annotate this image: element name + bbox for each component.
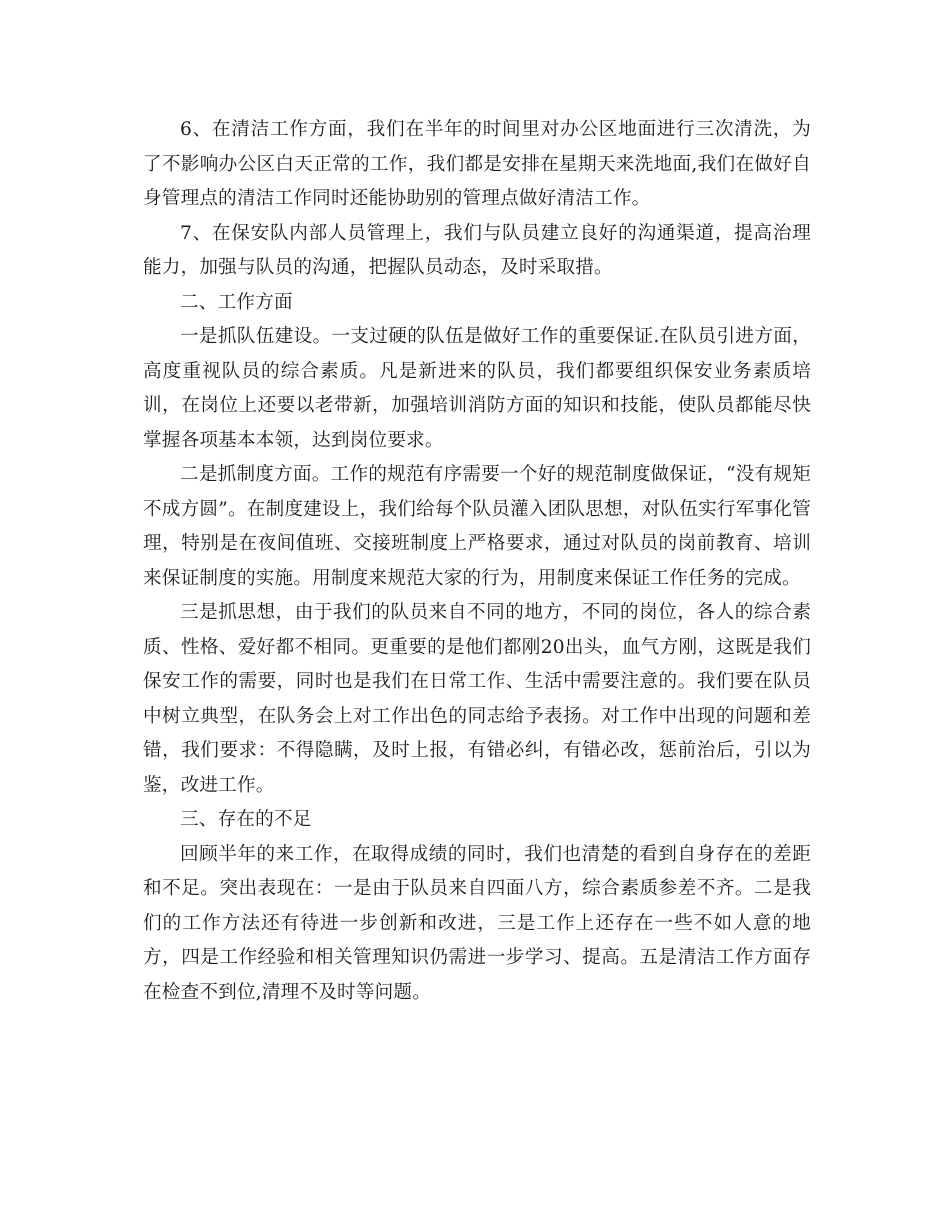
paragraph-mindset: 三是抓思想，由于我们的队员来自不同的地方，不同的岗位，各人的综合素质、性格、爱好都不相同。更重要的是他们都刚20出头，血气方刚，这既是我们保安工作的需要，同时也是我们在日常工作、生活中需要注意的。我们要在队员中树立典型，在队务会上对工作出色的同志给予表扬。对工作中出现的问题和差错，我们要求：不得隐瞒，及时上报，有错必纠，有错必改，惩前治后，引以为鉴，改进工作。 <box>143 602 811 796</box>
paragraph-rules: 二是抓制度方面。工作的规范有序需要一个好的规范制度做保证，“没有规矩不成方圆”。在制度建设上，我们给每个队员灌入团队思想，对队伍实行军事化管理，特别是在夜间值班、交接班制度上严格要求，通过对队员的岗前教育、培训来保证制度的实施。用制度来规范大家的行为，用制度来保证工作任务的完成。 <box>143 464 811 589</box>
section-heading-work: 二、工作方面 <box>180 291 293 313</box>
paragraph-staff-management: 7、在保安队内部人员管理上，我们与队员建立良好的沟通渠道，提高治理能力，加强与队员的沟通，把握队员动态，及时采取措。 <box>143 222 811 278</box>
section-heading-shortcomings: 三、存在的不足 <box>180 809 312 830</box>
document-body <box>143 113 811 1010</box>
paragraph-team-building: 一是抓队伍建设。一支过硬的队伍是做好工作的重要保证.在队员引进方面，高度重视队员的综合素质。凡是新进来的队员，我们都要组织保安业务素质培训，在岗位上还要以老带新，加强培训消防方面的知识和技能，使队员都能尽快掌握各项基本本领，达到岗位要求。 <box>143 326 811 451</box>
paragraph-review: 回顾半年的来工作，在取得成绩的同时，我们也清楚的看到自身存在的差距和不足。突出表现在：一是由于队员来自四面八方，综合素质参差不齐。二是我们的工作方法还有待进一步创新和改进，三是工作上还存在一些不如人意的地方，四是工作经验和相关管理知识仍需进一步学习、提高。五是清洁工作方面存在检查不到位,清理不及时等问题。 <box>143 843 811 1003</box>
paragraph-cleaning: 6、在清洁工作方面，我们在半年的时间里对办公区地面进行三次清洗，为了不影响办公区白天正常的工作，我们都是安排在星期天来洗地面,我们在做好自身管理点的清洁工作同时还能协助别的管理点做好清洁工作。 <box>143 119 811 209</box>
